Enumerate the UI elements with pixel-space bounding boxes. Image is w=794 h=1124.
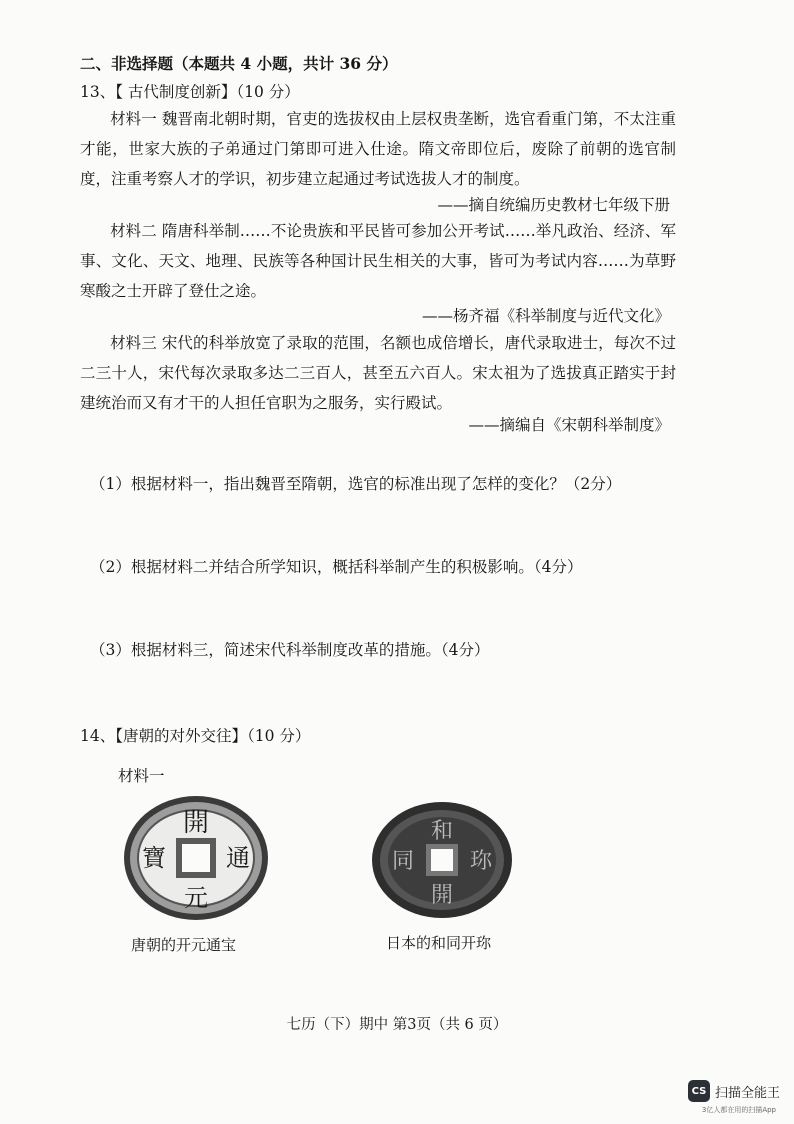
coin-2-char-top: 和 bbox=[430, 819, 454, 844]
coin-2-char-bottom: 開 bbox=[430, 883, 454, 908]
section-title: 二、非选择题（本题共 4 小题，共计 36 分） bbox=[80, 54, 398, 73]
q13-material-2-source: ——杨齐福《科举制度与近代文化》 bbox=[421, 307, 670, 325]
q13-material-2 bbox=[80, 216, 676, 306]
q13-material-3 bbox=[80, 328, 676, 418]
kaiyuan-tongbao-coin-image bbox=[120, 793, 272, 923]
coin-2-char-right: 珎 bbox=[469, 849, 493, 874]
coin-2-char-left: 同 bbox=[391, 849, 415, 874]
coin-1-char-right: 通 bbox=[226, 844, 250, 872]
q13-question-1: （1）根据材料一，指出魏晋至隋朝，选官的标准出现了怎样的变化？（2分） bbox=[90, 475, 622, 493]
q13-material-1-text: 材料一 魏晋南北朝时期，官吏的选拔权由上层权贵垄断，选官看重门第，不太注重才能，世家大族的子弟通过门第即可进入仕途。隋文帝即位后，废除了前朝的选官制度，注重考察人才的学识，初步建立起通过考试选拔人才的制度。 bbox=[80, 110, 676, 188]
coin-1-caption: 唐朝的开元通宝 bbox=[131, 936, 237, 954]
q14-heading: 14、【唐朝的对外交往】（10 分） bbox=[80, 727, 311, 745]
coin-2-caption: 日本的和同开珎 bbox=[386, 934, 492, 952]
coin-1-char-left: 寶 bbox=[142, 844, 166, 872]
coin-1-char-top: 開 bbox=[182, 808, 210, 838]
q13-material-1 bbox=[80, 104, 676, 194]
q13-question-2: （2）根据材料二并结合所学知识，概括科举制产生的积极影响。（4分） bbox=[90, 558, 583, 576]
q13-material-3-source: ——摘编自《宋朝科举制度》 bbox=[468, 416, 670, 434]
coin-1-char-bottom: 元 bbox=[184, 884, 208, 912]
scanner-app-name: 扫描全能王 bbox=[714, 1085, 780, 1101]
scanner-watermark bbox=[688, 1080, 780, 1102]
q13-material-3-text: 材料三 宋代的科举放宽了录取的范围，名额也成倍增长，唐代录取进士，每次不过二三十人，宋代每次录取多达二三百人，甚至五六百人。宋太祖为了选拔真正踏实于封建统治而又有才干的人担任官职为之服务，实行殿试。 bbox=[80, 334, 676, 412]
q13-material-1-source: ——摘自统编历史教材七年级下册 bbox=[437, 196, 670, 214]
page-footer: 七历（下）期中 第3页（共 6 页） bbox=[286, 1017, 508, 1033]
scanner-tagline: 3亿人都在用的扫描App bbox=[701, 1106, 776, 1114]
q13-heading: 13、【 古代制度创新】（10 分） bbox=[80, 83, 300, 101]
q13-material-2-text: 材料二 隋唐科举制……不论贵族和平民皆可参加公开考试……举凡政治、经济、军事、文化、天文、地理、民族等各种国计民生相关的大事，皆可为考试内容……为草野寒酸之士开辟了登仕之途。 bbox=[80, 222, 676, 300]
wado-kaichin-coin-image bbox=[366, 798, 518, 922]
q14-material-label: 材料一 bbox=[118, 767, 165, 785]
q13-question-3: （3）根据材料三，简述宋代科举制度改革的措施。（4分） bbox=[90, 641, 490, 659]
camscanner-logo-icon: CS bbox=[688, 1080, 710, 1102]
